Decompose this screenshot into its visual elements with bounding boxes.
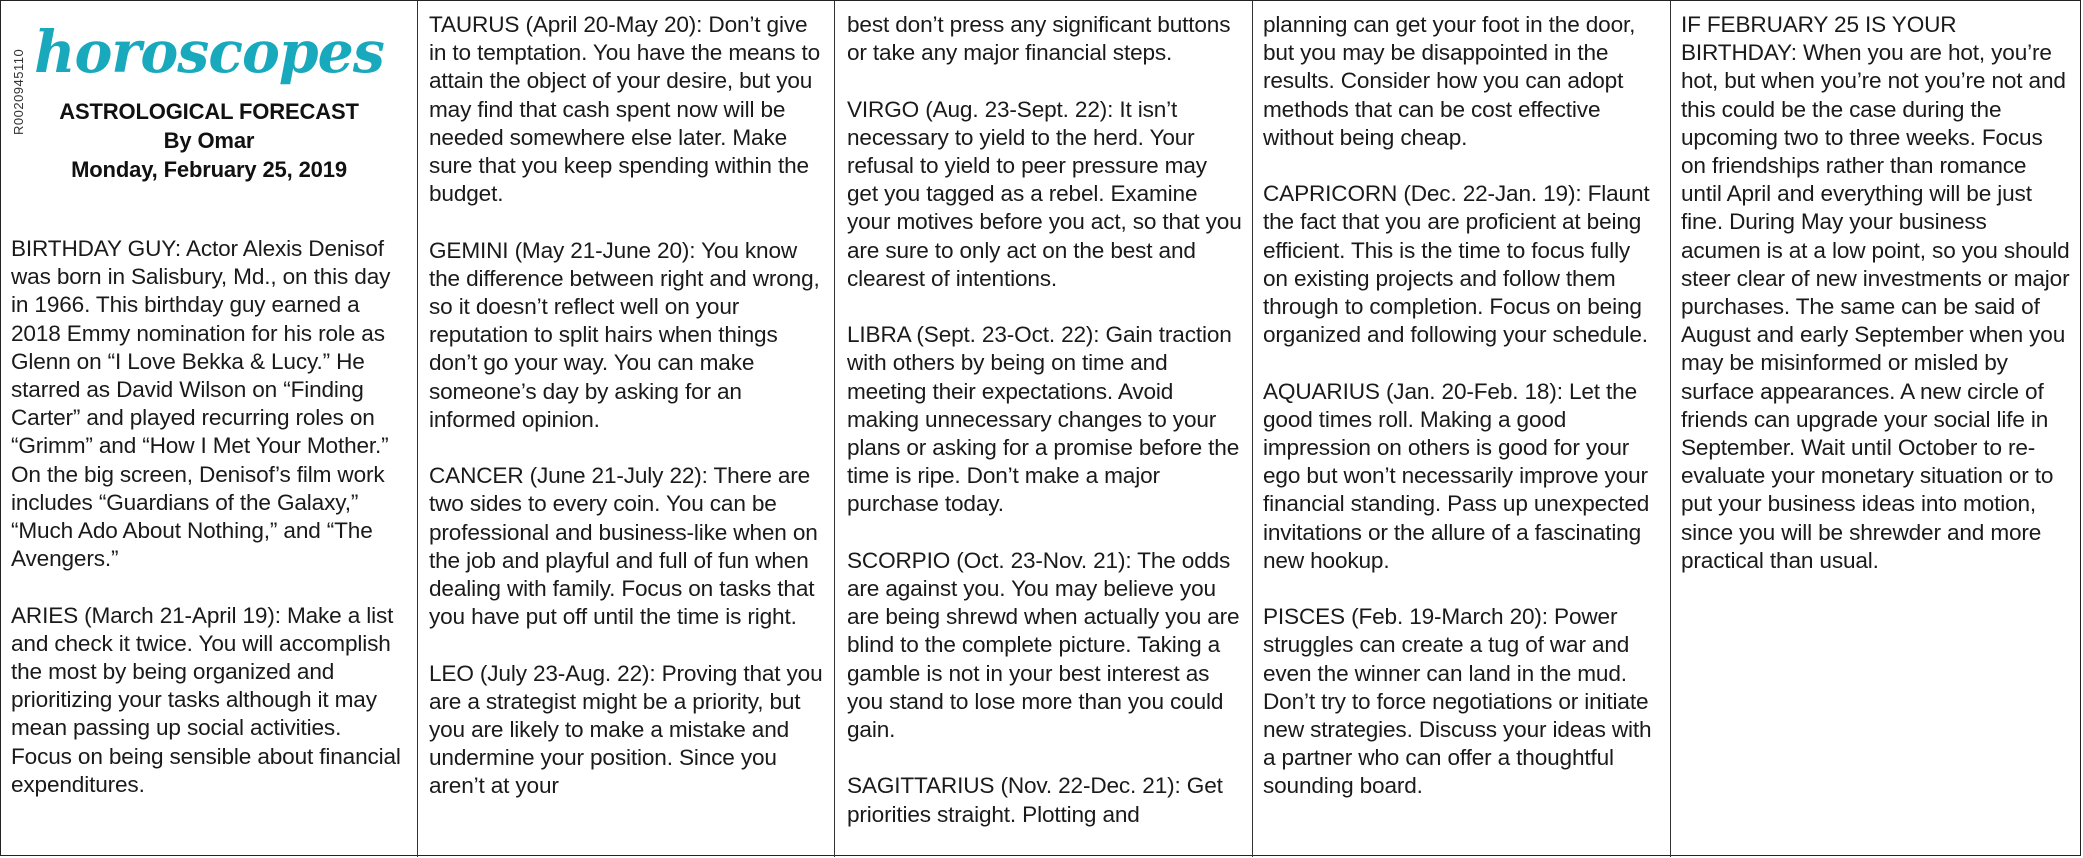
sagittarius-paragraph: SAGITTARIUS (Nov. 22-Dec. 21): Get priorities straight. Plotting and: [847, 773, 1223, 827]
libra-paragraph: LIBRA (Sept. 23-Oct. 22): Gain traction with others by being on time and meeting their expectations. Avoid making unnecessary changes to your plans or asking for a promise before the time is ripe. Don’t make a major purchase today.: [847, 322, 1240, 517]
gemini-paragraph: GEMINI (May 21-June 20): You know the difference between right and wrong, so it doesn’t reflect well on your reputation to split hairs when things don’t go your way. You can make someone’s day by asking for an informed opinion.: [429, 237, 820, 432]
sagittarius-continued-paragraph: planning can get your foot in the door, but you may be disappointed in the results. Consider how you can adopt methods that can be cost effective without being cheap.: [1263, 12, 1636, 150]
masthead-subtitle: ASTROLOGICAL FORECAST: [59, 99, 359, 124]
leo-paragraph: LEO (July 23-Aug. 22): Proving that you are a strategist might be a priority, but you are likely to make a mistake and undermine your position. Since you aren’t at your: [429, 660, 823, 799]
pisces-paragraph: PISCES (Feb. 19-March 20): Power struggles can create a tug of war and even the winner can land in the mud. Don’t try to force negotiations or initiate new strategies. Discuss your ideas with a partner who can offer a thoughtful sounding board.: [1263, 604, 1652, 799]
masthead-date: Monday, February 25, 2019: [71, 157, 347, 182]
scorpio-paragraph: SCORPIO (Oct. 23-Nov. 21): The odds are against you. You may believe you are being shrewd when actually you are blind to the complete picture. Taking a gamble is not in your best interest as you stand to lose more than you could gain.: [847, 547, 1240, 743]
cancer-paragraph: CANCER (June 21-July 22): There are two sides to every coin. You can be professional and business-like when on the job and playful and full of fun when dealing with family. Focus on tasks that you have put off until the time is right.: [429, 463, 818, 630]
column-2: [418, 1, 835, 857]
column-5: [1671, 1, 2082, 857]
capricorn-paragraph: CAPRICORN (Dec. 22-Jan. 19): Flaunt the fact that you are proficient at being efficient. This is the time to focus fully on existing projects and follow them through to completion. Focus on being organized and following your schedule.: [1263, 181, 1650, 348]
virgo-paragraph: VIRGO (Aug. 23-Sept. 22): It isn’t necessary to yield to the herd. Your refusal to yield to peer pressure may get you tagged as a rebel. Examine your motives before you act, so that you are sure to only act on the best and clearest of intentions.: [847, 96, 1242, 291]
column-3: [835, 1, 1253, 857]
column-4: [1253, 1, 1671, 857]
leo-continued-paragraph: best don’t press any significant buttons or take any major financial steps.: [847, 12, 1231, 66]
ad-code: R0020945110: [11, 48, 26, 135]
horoscopes-logo: horoscopes: [34, 18, 384, 86]
column-1: [1, 1, 418, 857]
masthead-byline: By Omar: [163, 128, 255, 153]
birthday-guy-paragraph: BIRTHDAY GUY: Actor Alexis Denisof was born in Salisbury, Md., on this day in 1966. This birthday guy earned a 2018 Emmy nomination for his role as Glenn on “I Love Bekka & Lucy.” He starred as David Wilson on “Finding Carter” and played recurring roles on “Grimm” and “How I Met Your Mother.” On the big screen, Denisof’s film work includes “Guardians of the Galaxy,” “Much Ado About Nothing,” and “The Avengers.”: [11, 236, 391, 572]
aquarius-paragraph: AQUARIUS (Jan. 20-Feb. 18): Let the good times roll. Making a good impression on others is good for your ego but won’t necessarily improve your financial standing. Pass up unexpected invitations or the allure of a fascinating new hookup.: [1263, 378, 1650, 573]
taurus-paragraph: TAURUS (April 20-May 20): Don’t give in to temptation. You have the means to attain the object of your desire, but you may find that cash spent now will be needed somewhere else later. Make sure that you keep spending within the budget.: [429, 12, 821, 207]
aries-paragraph: ARIES (March 21-April 19): Make a list and check it twice. You will accomplish the most by being organized and prioritizing your tasks although it may mean passing up social activities. Focus on being sensible about financial expenditures.: [11, 602, 401, 797]
birthday-forecast-paragraph: IF FEBRUARY 25 IS YOUR BIRTHDAY: When you are hot, you’re hot, but when you’re not you’re not and this could be the case during the upcoming two to three weeks. Focus on friendships rather than romance until April and everything will be just fine. During May your business acumen is at a low point, so you should steer clear of new investments or major purchases. The same can be said of August and early September when you may be misinformed or misled by surface appearances. A new circle of friends can upgrade your social life in September. Wait until October to re-evaluate your monetary situation or to put your business ideas into motion, since you will be shrewder and more practical than usual.: [1681, 12, 2070, 573]
masthead: [11, 17, 407, 235]
